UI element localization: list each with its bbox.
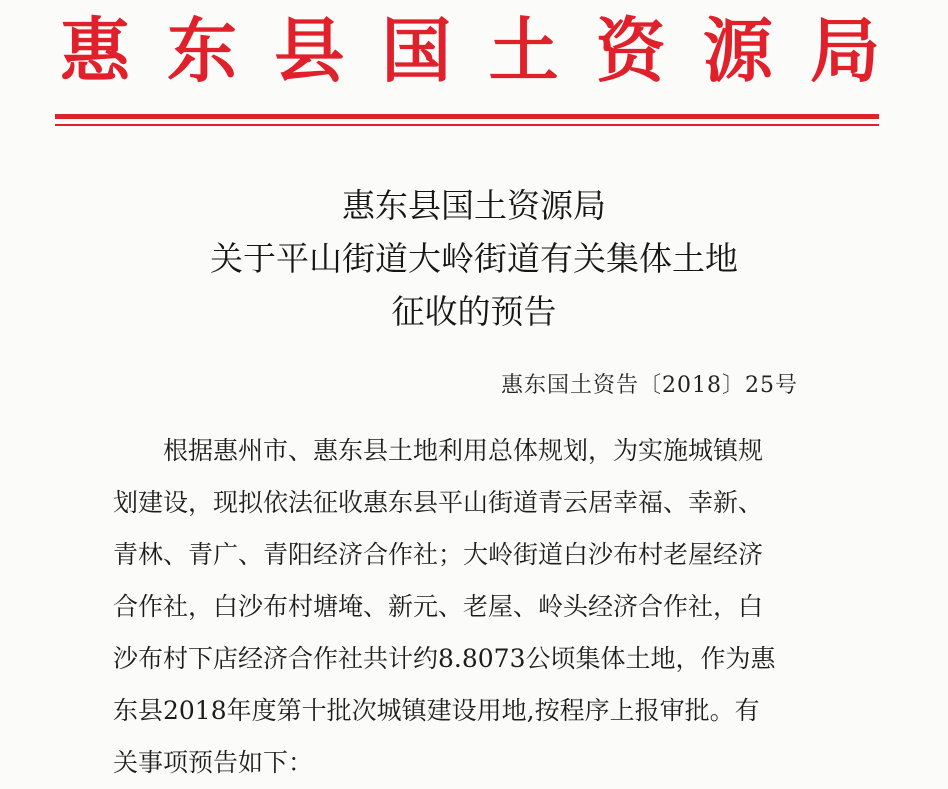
- letterhead-char: 东: [167, 9, 238, 92]
- letterhead-char: 土: [488, 9, 559, 92]
- body-line: 划建设，现拟依法征收惠东县平山街道青云居幸福、幸新、: [113, 488, 764, 517]
- document-title-line-2: 关于平山街道大岭街道有关集体土地: [210, 239, 738, 278]
- document-title-line-3: 征收的预告: [391, 292, 557, 331]
- letterhead-title: [60, 2, 880, 100]
- body-line: 青林、青广、青阳经济合作社；大岭街道白沙布村老屋经济: [113, 540, 764, 569]
- letterhead-char: 源: [702, 9, 773, 92]
- letterhead-char: 资: [595, 9, 666, 92]
- body-line-text: 根据惠州市、惠东县土地利用总体规划，为实施城镇规: [163, 436, 764, 465]
- body-line: [163, 425, 813, 477]
- body-line: 沙布村下店经济合作社共计约8.8073公顷集体土地，作为惠: [113, 644, 776, 673]
- document-number: 惠东国土资告〔2018〕25号: [501, 373, 798, 398]
- document-title-line-1: 惠东县国土资源局: [342, 186, 606, 225]
- letterhead-char: 县: [274, 9, 345, 92]
- body-line: 合作社，白沙布村塘埯、新元、老屋、岭头经济合作社，白: [113, 592, 764, 621]
- letterhead-char: 国: [381, 9, 452, 92]
- letterhead-char: 局: [809, 9, 880, 92]
- body-line: 东县2018年度第十批次城镇建设用地,按程序上报审批。有: [113, 696, 760, 725]
- letterhead-rule-thick: [55, 114, 879, 119]
- body-line: 关事项预告如下：: [113, 748, 314, 777]
- letterhead-rule-thin: [55, 124, 879, 126]
- letterhead-char: 惠: [60, 9, 130, 92]
